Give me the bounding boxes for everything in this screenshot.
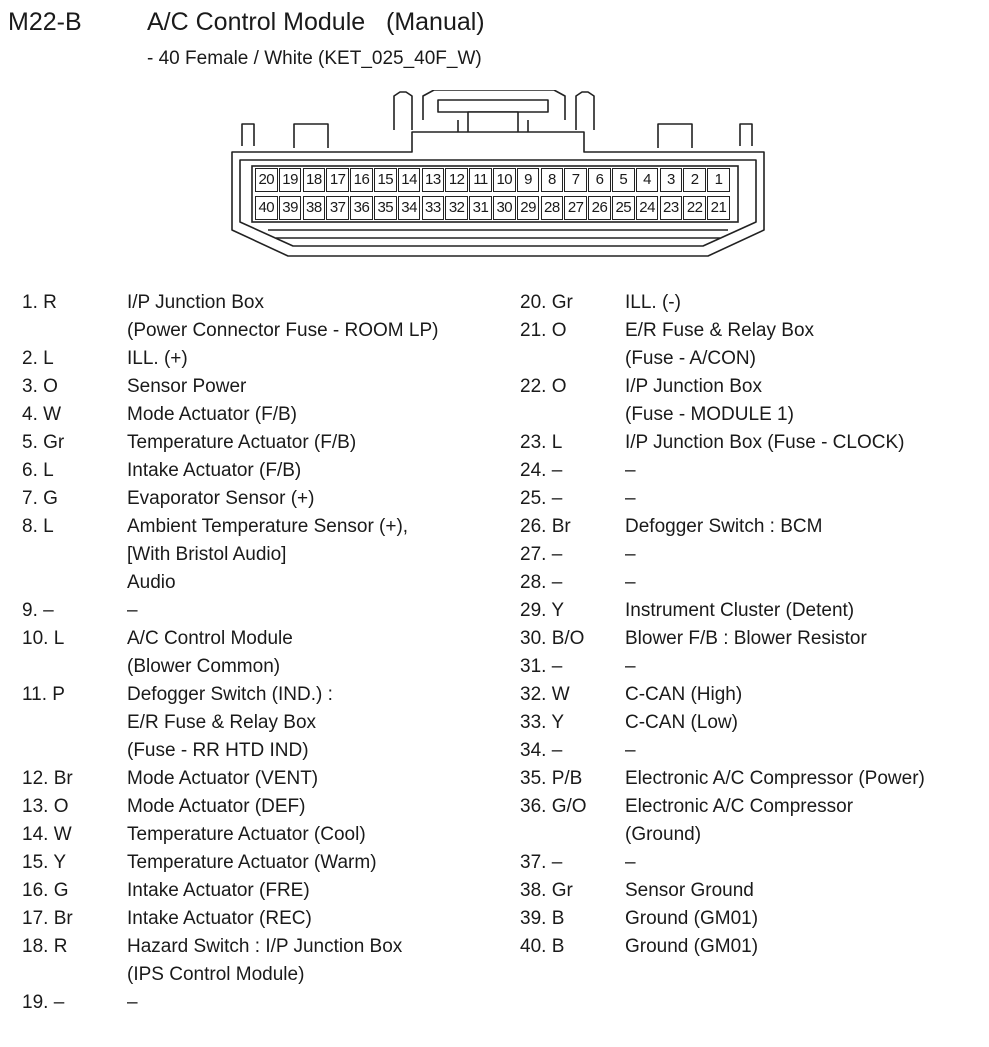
- pin-description: Blower F/B : Blower Resistor: [625, 628, 867, 649]
- connector-pin-40: 40: [255, 196, 278, 220]
- pin-description: E/R Fuse & Relay Box: [127, 712, 317, 733]
- pin-label: 22. O: [520, 376, 567, 397]
- connector-pin-29: 29: [517, 196, 540, 220]
- pin-description: (Fuse - A/CON): [625, 348, 756, 369]
- connector-pin-3: 3: [660, 168, 683, 192]
- pin-description: –: [625, 572, 636, 593]
- connector-pin-10: 10: [493, 168, 516, 192]
- pin-label: 17. Br: [22, 908, 73, 929]
- connector-pin-12: 12: [445, 168, 468, 192]
- connector-pin-13: 13: [422, 168, 445, 192]
- connector-pin-27: 27: [564, 196, 587, 220]
- pin-description: Electronic A/C Compressor: [625, 796, 854, 817]
- pin-label: 34. –: [520, 740, 563, 761]
- pin-label: 15. Y: [22, 852, 67, 873]
- pin-description: (Fuse - RR HTD IND): [127, 740, 309, 761]
- pin-label: 38. Gr: [520, 880, 573, 901]
- pin-label: 28. –: [520, 572, 563, 593]
- pin-description: [With Bristol Audio]: [127, 544, 287, 565]
- pin-label: 14. W: [22, 824, 72, 845]
- pin-description: Ambient Temperature Sensor (+),: [127, 516, 409, 537]
- connector-pin-25: 25: [612, 196, 635, 220]
- connector-pin-35: 35: [374, 196, 397, 220]
- pin-description: –: [625, 852, 636, 873]
- pin-description: Sensor Power: [127, 376, 247, 397]
- connector-pin-38: 38: [303, 196, 326, 220]
- pin-description: (Power Connector Fuse - ROOM LP): [127, 320, 439, 341]
- pin-description: Sensor Ground: [625, 880, 754, 901]
- connector-pin-21: 21: [707, 196, 730, 220]
- pin-description: Instrument Cluster (Detent): [625, 600, 855, 621]
- pin-label: 13. O: [22, 796, 69, 817]
- pin-description: –: [625, 740, 636, 761]
- pin-description: Electronic A/C Compressor (Power): [625, 768, 925, 789]
- pin-description: Evaporator Sensor (+): [127, 488, 315, 509]
- pin-description: I/P Junction Box: [127, 292, 264, 313]
- pin-description: Hazard Switch : I/P Junction Box: [127, 936, 403, 957]
- connector-pin-9: 9: [517, 168, 540, 192]
- connector-subtitle: - 40 Female / White (KET_025_40F_W): [147, 48, 482, 69]
- connector-pin-36: 36: [350, 196, 373, 220]
- pin-description: Ground (GM01): [625, 936, 759, 957]
- pin-description: (Fuse - MODULE 1): [625, 404, 794, 425]
- pin-description: Mode Actuator (DEF): [127, 796, 306, 817]
- connector-pin-7: 7: [564, 168, 587, 192]
- connector-pin-6: 6: [588, 168, 611, 192]
- pin-label: 6. L: [22, 460, 54, 481]
- pin-label: 24. –: [520, 460, 563, 481]
- connector-pin-26: 26: [588, 196, 611, 220]
- pin-description: Intake Actuator (FRE): [127, 880, 310, 901]
- connector-pin-23: 23: [660, 196, 683, 220]
- pin-label: 10. L: [22, 628, 65, 649]
- pin-label: 27. –: [520, 544, 563, 565]
- pin-label: 4. W: [22, 404, 62, 425]
- connector-pin-33: 33: [422, 196, 445, 220]
- pin-description: Temperature Actuator (Cool): [127, 824, 366, 845]
- connector-pin-30: 30: [493, 196, 516, 220]
- connector-pin-28: 28: [541, 196, 564, 220]
- connector-pin-4: 4: [636, 168, 659, 192]
- pin-label: 8. L: [22, 516, 54, 537]
- pin-label: 36. G/O: [520, 796, 587, 817]
- pin-label: 33. Y: [520, 712, 565, 733]
- pin-label: 37. –: [520, 852, 563, 873]
- pin-description: Mode Actuator (F/B): [127, 404, 298, 425]
- connector-pin-14: 14: [398, 168, 421, 192]
- connector-code: M22-B: [8, 8, 82, 36]
- pin-label: 23. L: [520, 432, 563, 453]
- pin-description: Temperature Actuator (F/B): [127, 432, 357, 453]
- connector-pin-2: 2: [683, 168, 706, 192]
- pin-label: 31. –: [520, 656, 563, 677]
- pin-description: A/C Control Module: [127, 628, 293, 649]
- connector-pin-32: 32: [445, 196, 468, 220]
- pin-description: E/R Fuse & Relay Box: [625, 320, 815, 341]
- pin-description: Intake Actuator (REC): [127, 908, 312, 929]
- pin-description: (Blower Common): [127, 656, 281, 677]
- pin-label: 35. P/B: [520, 768, 583, 789]
- connector-pin-5: 5: [612, 168, 635, 192]
- pin-description: Defogger Switch : BCM: [625, 516, 823, 537]
- connector-pin-19: 19: [279, 168, 302, 192]
- pin-description: (IPS Control Module): [127, 964, 305, 985]
- pin-label: 12. Br: [22, 768, 73, 789]
- pin-label: 26. Br: [520, 516, 571, 537]
- pin-label: 9. –: [22, 600, 54, 621]
- pin-description: C-CAN (High): [625, 684, 743, 705]
- connector-pin-24: 24: [636, 196, 659, 220]
- pin-description: I/P Junction Box (Fuse - CLOCK): [625, 432, 905, 453]
- page-title: A/C Control Module (Manual): [147, 8, 485, 36]
- connector-pin-18: 18: [303, 168, 326, 192]
- pin-label: 21. O: [520, 320, 567, 341]
- connector-pin-39: 39: [279, 196, 302, 220]
- pin-label: 29. Y: [520, 600, 565, 621]
- pin-label: 5. Gr: [22, 432, 65, 453]
- pin-label: 20. Gr: [520, 292, 573, 313]
- pin-description: ILL. (-): [625, 292, 681, 313]
- pin-description: Temperature Actuator (Warm): [127, 852, 377, 873]
- pin-description: –: [625, 460, 636, 481]
- pin-label: 2. L: [22, 348, 54, 369]
- pin-description: C-CAN (Low): [625, 712, 738, 733]
- pin-label: 32. W: [520, 684, 570, 705]
- pin-description: (Ground): [625, 824, 702, 845]
- pin-label: 1. R: [22, 292, 57, 313]
- pin-description: –: [625, 544, 636, 565]
- pin-label: 11. P: [22, 684, 65, 705]
- connector-pin-34: 34: [398, 196, 421, 220]
- connector-pin-1: 1: [707, 168, 730, 192]
- pin-description: Audio: [127, 572, 176, 593]
- pin-label: 39. B: [520, 908, 565, 929]
- connector-pin-20: 20: [255, 168, 278, 192]
- pin-label: 25. –: [520, 488, 563, 509]
- connector-pin-31: 31: [469, 196, 492, 220]
- pin-label: 19. –: [22, 992, 65, 1013]
- connector-pin-22: 22: [683, 196, 706, 220]
- connector-pin-17: 17: [326, 168, 349, 192]
- pin-description: Defogger Switch (IND.) :: [127, 684, 333, 705]
- connector-pin-11: 11: [469, 168, 492, 192]
- pin-description: Mode Actuator (VENT): [127, 768, 319, 789]
- pin-description: I/P Junction Box: [625, 376, 762, 397]
- connector-pin-15: 15: [374, 168, 397, 192]
- pin-description: –: [127, 600, 138, 621]
- pin-label: 18. R: [22, 936, 68, 957]
- pin-description: Ground (GM01): [625, 908, 759, 929]
- pin-label: 7. G: [22, 488, 58, 509]
- pin-description: Intake Actuator (F/B): [127, 460, 302, 481]
- pin-label: 16. G: [22, 880, 69, 901]
- pin-label: 30. B/O: [520, 628, 585, 649]
- pin-description: –: [625, 488, 636, 509]
- pin-label: 3. O: [22, 376, 58, 397]
- pin-description: –: [127, 992, 138, 1013]
- pin-description: ILL. (+): [127, 348, 188, 369]
- connector-pin-8: 8: [541, 168, 564, 192]
- connector-pin-37: 37: [326, 196, 349, 220]
- pin-label: 40. B: [520, 936, 565, 957]
- pin-description: –: [625, 656, 636, 677]
- connector-pin-16: 16: [350, 168, 373, 192]
